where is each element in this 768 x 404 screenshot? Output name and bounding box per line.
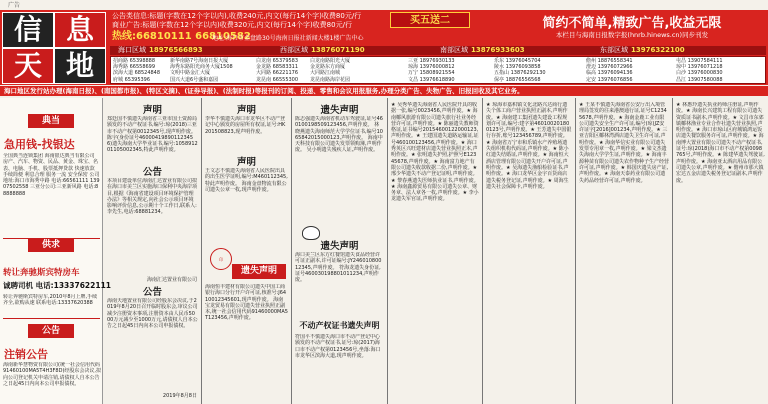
rate-line-2: 商业广告:标题(字数在12个字以内)收费320元,内文(每行14个字)收费80元/行: [112, 21, 352, 29]
column-logo: [2, 12, 106, 84]
c1-para-1: 郑廷国不慎遗失海南省三亚市国土资源局颁发的不动产权证书,编号:琼(2018)三亚市不动产权第0012345号,现声明作废。 陈宇(身份证号460004198901123456)遗失海南大学毕业证书,编号:105891201105002345,特此声明作废。: [107, 116, 198, 154]
column-3: [292, 98, 388, 404]
column-2: [202, 98, 292, 404]
side-divider-2: [3, 318, 100, 319]
agent-col-8: 屯昌 13907584111 琼中 13976071218 白沙 13976000830 昌江 13907580088: [676, 58, 723, 83]
section-notice: 公告: [28, 324, 74, 338]
c3-para-1: 陈志强遗失海南省机动车驾驶证,证号460100198509123456,声明作废。 林晓燕遗失海南师范大学学位证书,编号1065842015000123,声明作废。 海南中天科技有限公司遗失发票领购簿,声明作废。 吴小明遗失残疾人证,声明作废。: [295, 116, 383, 154]
agent-col-1: 招商路 65398888 海秀路 66558699 滨海大道 68524848 府城 65395396: [113, 58, 161, 83]
rate-line-1: 公告类信息:标题(字数在12个字以内),收费240元,内文(每行14个字)收费80元/行: [112, 12, 362, 20]
page-top-label: 广告: [8, 2, 21, 9]
agent-col-2: 新华南路7号海南日报大厦 海秀东路阳光商务大厦1508 文明中路金汇大厦 国兴大道6号盛和嘉园: [170, 58, 233, 83]
region-west: 西部区域 13876071190: [280, 46, 365, 54]
c1-heading-1: 声明: [142, 105, 162, 116]
c3-heading-2: 遗失声明: [320, 241, 359, 252]
agent-col-3: 白龙南 65379583 金龙路 68583311 大同路 66221176 龙昆南 66555300: [256, 58, 299, 83]
logo-char-4: 地: [55, 49, 105, 83]
c2-heading-1: 声明: [236, 105, 256, 116]
pawn-title: 急用钱-找银达: [4, 138, 75, 151]
c5-listings: ★ 琼海市嘉积镇文化北路兴达商行遗失个体工商户营业执照正副本,声明作废。★ 海南建工集团遗失建设工程规划许可证,编号:建字第460100201800123号,声明作废。★ 王芳遗失中国银行存折,账号123456789,声明作废。★ 海南省万宁市和乐镇水产养殖场遗失组织机构代码证,声明作废。★ 陈小红遗失结婚证,声明作废。★ 海南恒大酒店管理有限公司遗失开户许可证,声明作废。★ 吴海遗失渔船检验证书,声明作废。★ 海口龙华区金宇百货商店遗失税务登记证,声明作废。★ 周海生遗失社会保障卡,声明作废。: [486, 102, 572, 190]
banner-address: 地址:海口市金盘路30号海南日报社新闻大楼1楼广告中心: [212, 35, 364, 42]
supply-title: 转让奔驰斯宾特房车: [3, 268, 80, 278]
section-pawn: 典当: [28, 114, 74, 128]
banner-slogan: 简约不简单,精致广告,收益无限: [542, 16, 722, 31]
agent-col-5: 三亚 18976930133 琼海 13976000812 万宁 15808921554 文昌 13976618890: [408, 58, 455, 83]
c4-listings: ★ 吴秀华遗失海南省人民医院开具的收据一张,编号0023456,声明作废。★ 海南椰风旅游有限公司遗失旅行社业务经营许可证,声明作废。★ 陈丽遗失教师资格证,证书编号20154600122000123,声明作废。★ 王建国遗失道路运输证,证号460100123456,声明作废。★ 海口秀英区兴旺建材店遗失营业执照正本,声明作废。★ 张明遗失护照,护照号E12345678,声明作废。★ 海南富力地产有限公司遗失收款收据二份,声明作废。★ 邢少华遗失不动产登记证明,声明作废。★ 黎春燕遗失医师执业证书,声明作废。★ 海南鑫源贸易有限公司遗失公章、财务章、法人章各一枚,声明作废。★ 李小龙遗失军官证,声明作废。: [391, 102, 479, 203]
column-4: [388, 98, 483, 404]
c2-para-2: 王文志不慎遗失海南省人民医院出具的出生医学证明,编号:M460112345,特此声明作废。 海南金盘物流有限公司遗失公章一枚,现声明作废。: [205, 168, 288, 193]
agent-col-6: 乐东 13976045704 陵水 13976093858 五指山 13876292130 保亭 18876556568: [494, 58, 546, 83]
logo-char-3: 天: [3, 49, 53, 83]
column-1: [104, 98, 202, 404]
agent-col-4: 白龙南路阳光大厦 金龙路东方商厦 大同路江南城 龙昆南路海岸花园: [310, 58, 351, 83]
supply-line-2: 诚聘司机 电话:13337622111: [3, 281, 112, 290]
c3-heading-3: 不动产权证书遗失声明: [299, 321, 380, 330]
c7-listings: ★ 林惠玲遗失执业药师注册证,声明作废。★ 海南长兴建筑工程有限公司遗失资质证书副本,声明作废。★ 文昌市东郊镇椰林渔业专业合作社遗失营业执照,声明作废。★ 海口市琼山区府城镇鸿运饭店遗失餐饮服务许可证,声明作废。★ 海南博大置业有限公司遗失不动产权证书,证号:琼(2018)海口市不动产权第0098765号,声明作废。★ 陈建华遗失驾驶证,声明作废。★ 海南亚太酒店用品有限公司遗失公章,声明作废。★ 儋州市那大镇宏达五金店遗失税务登记证副本,声明作废。: [676, 102, 765, 184]
logo-char-2: 息: [55, 13, 105, 47]
agent-col-7: 儋州 18876558341 澄迈 13976072966 临高 13976094136 定安 13976076856: [586, 58, 633, 83]
pawn-body: 全国典当连锁集团 海南银达典当有限公司 房产、汽车、物资、民品、黄金、珠宝、名表、电脑、手机、股票抵押贷款 快速放款 手续简便 利息合理 服务一流 安全保密 公司地址:海口市海秀中路 电话:66561111 13907502558 三亚分公司:三亚新风路 电话:88888888: [3, 153, 100, 197]
section-supply: 供求: [28, 238, 74, 252]
column-6: [576, 98, 673, 404]
region-south: 南部区域 13876933603: [440, 46, 525, 54]
banner-subslogan: 本栏目与海南日报数字报(hnrb.hinews.cn)同步刊发: [555, 31, 709, 39]
c1-signature: 海南汇达置业有限公司: [146, 277, 197, 283]
promo-badge: 买五送二: [390, 12, 470, 28]
logo-char-1: 信: [3, 13, 53, 47]
c3-heading-1: 遗失声明: [320, 105, 359, 116]
c6-listings: ★ 王某不慎遗失海南省公安厅出入境管理局签发的往来港澳通行证,证号C12345678,声明作废。★ 海南金鹿工业有限公司遗失安全生产许可证,编号(琼)JZ安许证字[2016]001234,声明作废。★ 三亚吉阳区椰林湾酒店遗失卫生许可证,声明作废。★ 海南华信实业有限公司遗失发票专用章一枚,声明作废。★ 梁文杰遗失海南大学学生证,声明作废。★ 海南丰源种苗有限公司遗失农作物种子生产经营许可证,声明作废。★ 韩国庆遗失房产证,声明作废。★ 海南天泰药业有限公司遗失药品经营许可证,声明作废。: [579, 102, 669, 184]
c2-heading-2: 声明: [236, 157, 256, 168]
side-column: [0, 98, 112, 404]
c1-heading-2: 公告: [142, 167, 162, 178]
c3-para-3: 符国平不慎遗失海口市不动产登记中心颁发的不动产权证书,证号:琼(2017)海口市不动产权第0123456号,坐落:海口市龙华区滨海大道,现声明作废。: [295, 334, 381, 359]
region-east: 东部区域 13976322100: [600, 46, 685, 54]
c1-para-3: 海南天地置业有限公司经股东会决议,于2019年8月20日召开临时股东会,审议公司减少注册资本事项,注册资本由人民币5000万元减少至1000万元,请债权人自本公告之日起45日内向本公司申报债权。: [107, 298, 198, 330]
hotline-label: 热线:: [112, 31, 136, 42]
service-marquee: 海口地区发行站办理(海南日报)、(南国都市报)、(特区文摘)、(证券导报)、(法制时报)等报刊的订阅、投递、零售和会议用报服务,办理分类广告、失物广告、旧报回收及其它业务。: [0, 86, 768, 96]
supply-body: 转让奔驰斯宾特房车,2010年8月上牌,手续齐全,欲购从速 联系电话:13337620388: [3, 294, 98, 307]
column-5: [483, 98, 576, 404]
c2-para-1: 李华不慎遗失海口市龙华区不动产登记中心颁发的房屋所有权证,证号:HK201508823,现声明作废。: [205, 116, 286, 135]
c2-heading-3: 遗失声明: [232, 264, 286, 279]
c1-date: 2019年8月8日: [162, 393, 197, 399]
notice-body: 海南新华慧物资有限公司(统一社会信用代码91460100MA5T4H3F8D)经股东会决议,拟向公司登记机关申请注销,请债权人自本公告之日起45日内向本公司申报债权。: [3, 362, 101, 387]
column-7: [673, 98, 768, 404]
notice-title: 注销公告: [4, 348, 48, 361]
company-seal: 印: [210, 248, 232, 270]
c2-para-3: 海南恒丰建材有限公司遗失中国工商银行海口分行开户许可证,核准号:J6410012345601,现声明作废。 海南宝龙贸易有限公司遗失营业执照正副本,统一社会信用代码91460000MA5T123456,声明作废。: [205, 284, 288, 322]
c1-para-2: 本项目建设单位海南汇达置业有限公司拟在海口市美兰区实施海口保利中央海岸项目,根据《海南省建设项目环境保护管理办法》等相关规定,向社会公示项目环境影响评价信息,公示期十个工作日,联系人:李先生,电话:68881234。: [107, 178, 198, 216]
hotline-number: 66810111 66810582: [136, 31, 251, 42]
c3-para-2: 海口美兰区东方红餐馆遗失食品经营许可证正副本,许可证编号:JY24601080012345,声明作废。 符海龙遗失身份证,证号460030198801011234,声明作废。: [295, 252, 382, 284]
region-haikou: 海口区域 18976566893: [118, 46, 203, 54]
c1-heading-3: 公告: [142, 287, 162, 298]
